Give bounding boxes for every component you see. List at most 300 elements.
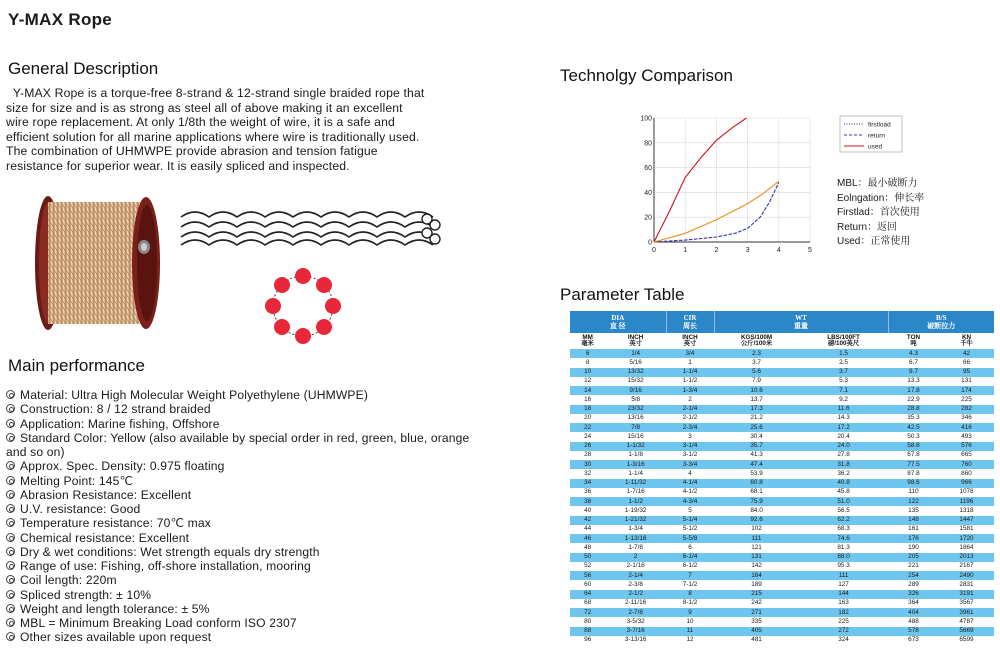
table-cell: 3.7 [714, 358, 799, 367]
table-cell: 21.2 [714, 414, 799, 423]
table-row [570, 405, 994, 414]
table-cell: 92.6 [714, 516, 799, 525]
rope-cross-section-diagram [262, 265, 344, 347]
table-cell: 1/4 [605, 349, 666, 358]
table-row [570, 506, 994, 515]
table-cell: 3-7/16 [605, 627, 666, 636]
table-cell: 1-1/2 [605, 497, 666, 506]
table-cell: 52 [570, 562, 605, 571]
table-cell: 42 [570, 516, 605, 525]
table-cell: 2-3/8 [605, 580, 666, 589]
table-row [570, 442, 994, 451]
table-cell: 5669 [939, 627, 994, 636]
table-cell: 13.7 [714, 395, 799, 404]
list-item: Standard Color: Yellow (also available by special order in red, green, blue, orange and so on) [6, 430, 470, 459]
table-cell: 6599 [939, 636, 994, 645]
table-cell: 84.0 [714, 506, 799, 515]
table-cell: 2831 [939, 580, 994, 589]
table-cell: 8 [666, 590, 714, 599]
bullet-icon [6, 533, 15, 542]
table-cell: 42.5 [888, 423, 939, 432]
table-cell: 30 [570, 460, 605, 469]
table-cell: 4.3 [888, 349, 939, 358]
table-cell: 8 [570, 358, 605, 367]
bullet-icon [6, 419, 15, 428]
table-cell: 60 [570, 580, 605, 589]
table-cell: 190 [888, 543, 939, 552]
table-cell: 58.8 [888, 442, 939, 451]
table-row [570, 562, 994, 571]
table-cell: 111 [714, 534, 799, 543]
table-cell: 215 [714, 590, 799, 599]
table-cell: 25.6 [714, 423, 799, 432]
x-tick-label: 5 [808, 247, 812, 254]
table-cell: 22 [570, 423, 605, 432]
table-cell: 665 [939, 451, 994, 460]
table-row [570, 571, 994, 580]
table-cell: 1-7/8 [605, 543, 666, 552]
desc-line: efficient solution for all marine applications where wire is traditionally used. [6, 129, 420, 144]
table-cell: 95 [939, 368, 994, 377]
table-cell: 1318 [939, 506, 994, 515]
bullet-icon [6, 632, 15, 641]
table-cell: 1-13/16 [605, 534, 666, 543]
table-cell: 2013 [939, 553, 994, 562]
page-title: Y-MAX Rope [8, 10, 113, 29]
table-cell: 50.3 [888, 432, 939, 441]
table-cell: 13/16 [605, 414, 666, 423]
table-cell: 161 [888, 525, 939, 534]
table-cell: 15/32 [605, 377, 666, 386]
table-cell: 4-1/2 [666, 488, 714, 497]
desc-line: wire rope replacement. At only 1/8th the weight of wire, it is a safe and [6, 115, 395, 130]
table-row [570, 386, 994, 395]
table-cell: 18 [570, 405, 605, 414]
table-cell: 405 [714, 627, 799, 636]
table-cell: 96 [570, 636, 605, 645]
performance-list [6, 388, 476, 645]
y-tick-label: 40 [644, 189, 652, 197]
table-cell: 3/4 [666, 349, 714, 358]
table-cell: 221 [888, 562, 939, 571]
table-cell: 860 [939, 469, 994, 478]
table-cell: 5-1/2 [666, 525, 714, 534]
list-item: Material: Ultra High Molecular Weight Polyethylene (UHMWPE) [6, 388, 476, 402]
table-cell: 35.3 [888, 414, 939, 423]
table-cell: 2490 [939, 571, 994, 580]
table-cell: 326 [888, 590, 939, 599]
table-cell: 9/16 [605, 386, 666, 395]
table-cell: 122 [888, 497, 939, 506]
main-performance-heading: Main performance [8, 356, 146, 375]
table-cell: 81.3 [799, 543, 888, 552]
table-cell: 34 [570, 479, 605, 488]
list-item: Abrasion Resistance: Excellent [6, 488, 476, 502]
table-row [570, 534, 994, 543]
table-cell: 2-1/4 [605, 571, 666, 580]
table-cell: 36.2 [799, 469, 888, 478]
subheader-cell: INCH 英寸 [605, 333, 666, 349]
header-cir: CIR 周长 [666, 311, 714, 333]
y-tick-label: 80 [644, 140, 652, 148]
table-cell: 1-11/32 [605, 479, 666, 488]
table-cell: 12 [666, 636, 714, 645]
rope-spool-image [34, 192, 162, 334]
list-item: Weight and length tolerance: ± 5% [6, 602, 476, 616]
list-item: Coil length: 220m [6, 573, 476, 587]
legend-label: firstload [868, 121, 891, 129]
table-cell: 1-7/16 [605, 488, 666, 497]
table-cell: 88.0 [799, 553, 888, 562]
table-cell: 48 [570, 543, 605, 552]
table-cell: 2 [605, 553, 666, 562]
table-cell: 1078 [939, 488, 994, 497]
table-row [570, 525, 994, 534]
table-cell: 7-1/2 [666, 580, 714, 589]
table-cell: 47.4 [714, 460, 799, 469]
bullet-icon [6, 604, 15, 613]
bullet-icon [6, 404, 15, 413]
table-cell: 40 [570, 506, 605, 515]
parameter-table-heading: Parameter Table [560, 285, 685, 304]
table-cell: 26 [570, 442, 605, 451]
table-row [570, 608, 994, 617]
table-cell: 966 [939, 479, 994, 488]
note-return: Return：返回 [837, 221, 898, 233]
table-cell: 416 [939, 423, 994, 432]
table-cell: 289 [888, 580, 939, 589]
table-cell: 4 [666, 469, 714, 478]
table-cell: 22.9 [888, 395, 939, 404]
table-cell: 8-1/2 [666, 599, 714, 608]
table-cell: 7.9 [714, 377, 799, 386]
table-cell: 3961 [939, 608, 994, 617]
subheader-row [570, 333, 994, 349]
table-cell: 56 [570, 571, 605, 580]
table-cell: 225 [939, 395, 994, 404]
bullet-icon [6, 518, 15, 527]
table-row [570, 423, 994, 432]
table-cell: 12 [570, 377, 605, 386]
table-cell: 5 [666, 506, 714, 515]
table-cell: 576 [939, 442, 994, 451]
table-cell: 1.5 [799, 349, 888, 358]
table-cell: 13/32 [605, 368, 666, 377]
table-cell: 23/32 [605, 405, 666, 414]
table-cell: 3-1/4 [666, 442, 714, 451]
table-cell: 121 [714, 543, 799, 552]
table-row [570, 432, 994, 441]
table-cell: 578 [888, 627, 939, 636]
list-item: Melting Point: 145℃ [6, 474, 476, 488]
desc-line: Y-MAX Rope is a torque-free 8-strand & 12-strand single braided rope that [6, 86, 425, 100]
table-cell: 53.9 [714, 469, 799, 478]
legend-label: return [868, 132, 885, 140]
table-cell: 87.8 [888, 469, 939, 478]
table-cell: 2-3/4 [666, 423, 714, 432]
note-elongation: Eolngation：伸长率 [837, 192, 925, 204]
table-cell: 3 [666, 432, 714, 441]
bullet-icon [6, 561, 15, 570]
bullet-icon [6, 490, 15, 499]
table-cell: 1-3/4 [666, 386, 714, 395]
table-row [570, 580, 994, 589]
table-cell: 3-5/32 [605, 617, 666, 626]
table-cell: 111 [799, 571, 888, 580]
note-mbl: MBL：最小破断力 [837, 178, 918, 189]
list-item: Temperature resistance: 70℃ max [6, 516, 476, 530]
table-cell: 481 [714, 636, 799, 645]
bullet-icon [6, 461, 15, 470]
table-cell: 335 [714, 617, 799, 626]
table-cell: 760 [939, 460, 994, 469]
comparison-notes [837, 177, 924, 250]
table-cell: 98.6 [888, 479, 939, 488]
table-cell: 7.1 [799, 386, 888, 395]
table-cell: 38 [570, 497, 605, 506]
table-cell: 28.8 [888, 405, 939, 414]
table-cell: 7/8 [605, 423, 666, 432]
table-cell: 80 [570, 617, 605, 626]
table-cell: 135 [888, 506, 939, 515]
subheader-cell: LBS/100FT 磅/100英尺 [799, 333, 888, 349]
header-wt: WT 重量 [714, 311, 888, 333]
table-cell: 10 [570, 368, 605, 377]
table-row [570, 617, 994, 626]
bullet-icon [6, 547, 15, 556]
table-cell: 40.8 [799, 479, 888, 488]
bullet-icon [6, 618, 15, 627]
table-cell: 127 [799, 580, 888, 589]
table-cell: 95.3 [799, 562, 888, 571]
table-cell: 9.2 [799, 395, 888, 404]
x-tick-label: 4 [776, 247, 781, 254]
table-cell: 2-1/16 [605, 562, 666, 571]
list-item: Construction: 8 / 12 strand braided [6, 402, 476, 416]
table-cell: 164 [714, 571, 799, 580]
legend-label: used [868, 143, 883, 151]
table-cell: 2167 [939, 562, 994, 571]
table-cell: 346 [939, 414, 994, 423]
parameter-table [570, 311, 994, 645]
table-cell: 163 [799, 599, 888, 608]
table-cell: 4-3/4 [666, 497, 714, 506]
table-row [570, 451, 994, 460]
table-cell: 3567 [939, 599, 994, 608]
list-item: Application: Marine fishing, Offshore [6, 417, 476, 431]
table-row [570, 377, 994, 386]
table-cell: 5-5/8 [666, 534, 714, 543]
table-cell: 24 [570, 432, 605, 441]
list-item: Chemical resistance: Excellent [6, 531, 476, 545]
table-cell: 51.0 [799, 497, 888, 506]
table-cell: 5.6 [714, 368, 799, 377]
bullet-icon [6, 390, 15, 399]
table-cell: 271 [714, 608, 799, 617]
table-cell: 5-1/4 [666, 516, 714, 525]
table-cell: 102 [714, 525, 799, 534]
y-tick-label: 20 [644, 214, 652, 222]
table-row [570, 553, 994, 562]
table-row [570, 599, 994, 608]
table-cell: 35.7 [714, 442, 799, 451]
table-cell: 5/16 [605, 358, 666, 367]
table-cell: 17.3 [714, 405, 799, 414]
table-row [570, 497, 994, 506]
table-cell: 1-3/4 [605, 525, 666, 534]
table-row [570, 627, 994, 636]
table-cell: 14.3 [799, 414, 888, 423]
list-item: Approx. Spec. Density: 0.975 floating [6, 459, 476, 473]
table-cell: 205 [888, 553, 939, 562]
list-item: MBL = Minimum Breaking Load conform ISO 2307 [6, 616, 476, 630]
list-item: U.V. resistance: Good [6, 502, 476, 516]
table-cell: 77.5 [888, 460, 939, 469]
x-tick-label: 3 [745, 247, 750, 254]
table-cell: 254 [888, 571, 939, 580]
list-item: Range of use: Fishing, off-shore installation, mooring [6, 559, 476, 573]
table-row [570, 488, 994, 497]
table-cell: 7 [666, 571, 714, 580]
desc-line: The combination of UHMWPE provide abrasion and tension fatigue [6, 144, 378, 159]
table-cell: 15/16 [605, 432, 666, 441]
table-cell: 272 [799, 627, 888, 636]
table-cell: 1581 [939, 525, 994, 534]
table-cell: 1-19/32 [605, 506, 666, 515]
table-cell: 41.3 [714, 451, 799, 460]
table-cell: 225 [799, 617, 888, 626]
table-cell: 4-1/4 [666, 479, 714, 488]
table-cell: 1196 [939, 497, 994, 506]
table-cell: 404 [888, 608, 939, 617]
table-cell: 5/8 [605, 395, 666, 404]
table-cell: 74.6 [799, 534, 888, 543]
list-item: Spliced strength: ± 10% [6, 588, 476, 602]
list-item: Other sizes available upon request [6, 630, 476, 644]
table-row [570, 460, 994, 469]
table-cell: 36 [570, 488, 605, 497]
table-cell: 50 [570, 553, 605, 562]
table-cell: 27.8 [799, 451, 888, 460]
table-cell: 42 [939, 349, 994, 358]
table-cell: 6-1/4 [666, 553, 714, 562]
table-cell: 673 [888, 636, 939, 645]
table-cell: 6 [570, 349, 605, 358]
table-cell: 2.3 [714, 349, 799, 358]
table-cell: 17.2 [799, 423, 888, 432]
table-cell: 1 [666, 358, 714, 367]
x-tick-label: 1 [683, 247, 688, 254]
table-cell: 45.8 [799, 488, 888, 497]
table-cell: 60.8 [714, 479, 799, 488]
bullet-icon [6, 476, 15, 485]
subheader-cell: MM 毫米 [570, 333, 605, 349]
table-cell: 3-13/16 [605, 636, 666, 645]
table-cell: 20 [570, 414, 605, 423]
table-cell: 189 [714, 580, 799, 589]
table-cell: 66 [939, 358, 994, 367]
table-cell: 24.0 [799, 442, 888, 451]
series-line-used [654, 118, 746, 242]
list-item: Dry & wet conditions: Wet strength equals dry strength [6, 545, 476, 559]
table-cell: 88 [570, 627, 605, 636]
table-cell: 488 [888, 617, 939, 626]
table-cell: 1720 [939, 534, 994, 543]
table-cell: 1-1/8 [605, 451, 666, 460]
subheader-cell: INCH 英寸 [666, 333, 714, 349]
table-cell: 131 [939, 377, 994, 386]
table-cell: 9 [666, 608, 714, 617]
table-cell: 30.4 [714, 432, 799, 441]
desc-line: size for size and is as strong as steel all of above making it an excellent [6, 100, 403, 115]
x-tick-label: 2 [714, 247, 719, 254]
table-cell: 46 [570, 534, 605, 543]
table-cell: 174 [939, 386, 994, 395]
table-cell: 56.5 [799, 506, 888, 515]
table-cell: 2-1/2 [605, 590, 666, 599]
table-row [570, 349, 994, 358]
table-row [570, 358, 994, 367]
table-cell: 68 [570, 599, 605, 608]
y-tick-label: 0 [648, 239, 652, 247]
table-cell: 176 [888, 534, 939, 543]
bullet-icon [6, 590, 15, 599]
table-cell: 3191 [939, 590, 994, 599]
header-bs: B/S 破断拉力 [888, 311, 994, 333]
table-cell: 17.8 [888, 386, 939, 395]
table-cell: 16 [570, 395, 605, 404]
table-cell: 32 [570, 469, 605, 478]
table-cell: 2.5 [799, 358, 888, 367]
table-cell: 6 [666, 543, 714, 552]
subheader-cell: KGS/100M 公斤/100米 [714, 333, 799, 349]
table-cell: 3-3/4 [666, 460, 714, 469]
general-description-heading: General Description [8, 59, 159, 78]
table-cell: 2-1/4 [666, 405, 714, 414]
bullet-icon [6, 504, 15, 513]
table-cell: 64 [570, 590, 605, 599]
table-cell: 10 [666, 617, 714, 626]
technology-comparison-heading: Technolgy Comparison [560, 66, 733, 85]
table-cell: 1-1/4 [666, 368, 714, 377]
table-cell: 324 [799, 636, 888, 645]
table-cell: 493 [939, 432, 994, 441]
table-cell: 282 [939, 405, 994, 414]
table-cell: 5.3 [799, 377, 888, 386]
y-tick-label: 60 [644, 165, 652, 173]
table-cell: 9.7 [888, 368, 939, 377]
desc-line: resistance for superior wear. It is easily spliced and inspected. [6, 158, 350, 173]
table-cell: 14 [570, 386, 605, 395]
table-cell: 182 [799, 608, 888, 617]
table-cell: 242 [714, 599, 799, 608]
table-cell: 1-1/2 [666, 377, 714, 386]
table-cell: 1-3/16 [605, 460, 666, 469]
table-row [570, 395, 994, 404]
table-row [570, 516, 994, 525]
table-cell: 1-21/32 [605, 516, 666, 525]
table-cell: 67.8 [888, 451, 939, 460]
table-row [570, 543, 994, 552]
table-cell: 2-7/8 [605, 608, 666, 617]
note-firstload: Firstlad：首次使用 [837, 207, 920, 218]
table-cell: 11 [666, 627, 714, 636]
table-cell: 10.6 [714, 386, 799, 395]
bullet-icon [6, 575, 15, 584]
table-cell: 31.8 [799, 460, 888, 469]
table-cell: 2-1/2 [666, 414, 714, 423]
x-tick-label: 0 [652, 247, 656, 254]
